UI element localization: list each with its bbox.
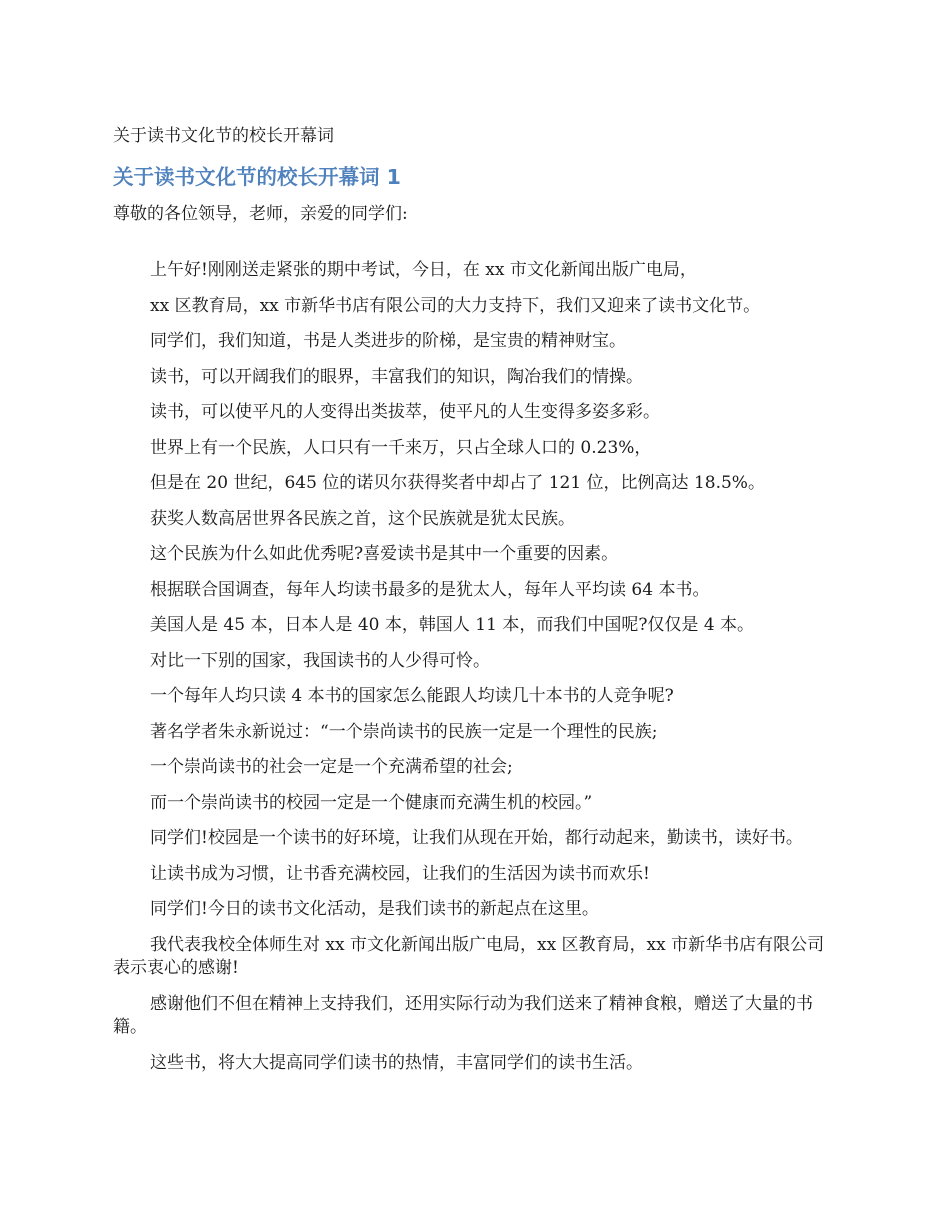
paragraph: 让读书成为习惯，让书香充满校园，让我们的生活因为读书而欢乐! — [150, 863, 650, 884]
document-title: 关于读书文化节的校长开幕词 — [113, 126, 334, 146]
paragraph: 这个民族为什么如此优秀呢?喜爱读书是其中一个重要的因素。 — [150, 544, 619, 564]
paragraph: 感谢他们不但在精神上支持我们，还用实际行动为我们送来了精神食粮，赠送了大量的书籍。 — [113, 993, 813, 1037]
salutation: 尊敬的各位领导，老师，亲爱的同学们: — [113, 204, 408, 224]
paragraph: 一个崇尚读书的社会一定是一个充满希望的社会; — [150, 757, 513, 777]
paragraph: 这些书，将大大提高同学们读书的热情，丰富同学们的读书生活。 — [150, 1052, 643, 1073]
paragraph: 读书，可以开阔我们的眼界，丰富我们的知识，陶冶我们的情操。 — [150, 366, 643, 387]
paragraph: 一个每年人均只读 4 本书的国家怎么能跟人均读几十本书的人竞争呢? — [150, 686, 674, 706]
paragraph: 而一个崇尚读书的校园一定是一个健康而充满生机的校园。” — [150, 792, 593, 813]
paragraph: 同学们，我们知道，书是人类进步的阶梯，是宝贵的精神财宝。 — [150, 331, 626, 351]
paragraph: 上午好!刚刚送走紧张的期中考试，今日，在 xx 市文化新闻出版广电局， — [150, 260, 697, 280]
speech-body — [113, 259, 840, 1087]
paragraph: 美国人是 45 本，日本人是 40 本，韩国人 11 本，而我们中国呢?仅仅是 4 本。 — [150, 615, 755, 635]
paragraph: 根据联合国调查，每年人均读书最多的是犹太人，每年人平均读 64 本书。 — [150, 579, 710, 600]
paragraph: 获奖人数高居世界各民族之首，这个民族就是犹太民族。 — [150, 508, 575, 529]
paragraph: 但是在 20 世纪，645 位的诺贝尔获得奖者中却占了 121 位，比例高达 18.5%。 — [150, 473, 765, 493]
paragraph: 我代表我校全体师生对 xx 市文化新闻出版广电局，xx 区教育局，xx 市新华书店有限公司表示衷心的感谢! — [113, 934, 825, 978]
paragraph: 读书，可以使平凡的人变得出类拔萃，使平凡的人生变得多姿多彩。 — [150, 402, 660, 422]
paragraph: 同学们!今日的读书文化活动，是我们读书的新起点在这里。 — [150, 899, 599, 919]
paragraph: 对比一下别的国家，我国读书的人少得可怜。 — [150, 650, 490, 671]
section-heading: 关于读书文化节的校长开幕词 1 — [113, 165, 401, 189]
paragraph: xx 区教育局，xx 市新华书店有限公司的大力支持下，我们又迎来了读书文化节。 — [150, 295, 761, 316]
paragraph: 世界上有一个民族，人口只有一千来万，只占全球人口的 0.23%， — [150, 437, 652, 458]
paragraph: 同学们!校园是一个读书的好环境，让我们从现在开始，都行动起来，勤读书，读好书。 — [150, 828, 803, 848]
paragraph: 著名学者朱永新说过：“一个崇尚读书的民族一定是一个理性的民族; — [150, 721, 658, 742]
